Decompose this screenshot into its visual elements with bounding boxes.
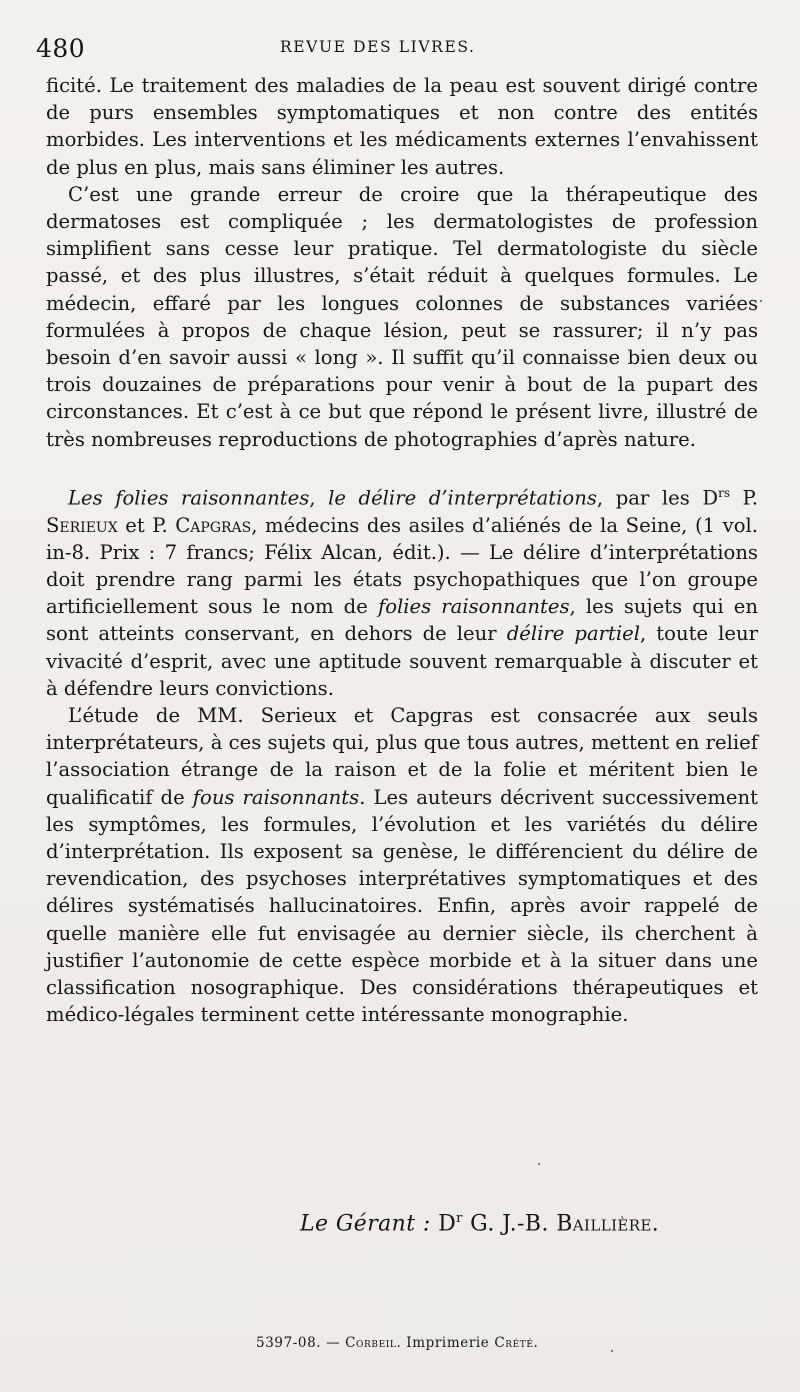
emphasis-folies: folies raisonnantes: [377, 595, 570, 619]
title-separator: ,: [309, 486, 329, 510]
doctors-abbrev: rs: [718, 485, 730, 500]
text-run: , médecins des asiles d’aliénés de la Seine, (1 vol. in-8. Prix : 7 francs; Félix Alcan, édit.). — Le délire d’interprétations doit prendre rang parmi les états psychopathiques que l’on groupe artificiellement sous le nom de: [46, 513, 758, 619]
emphasis-delire: délire partiel: [506, 622, 641, 646]
paragraph-2: C’est une grande erreur de croire que la thérapeutique des dermatoses est compliquée ; les dermatologistes de profession simplifient sans cesse leur pratique. Tel dermatologiste du siècle passé, et des plus illustres, s’était réduit à quelques formules. Le médecin, effaré par les longues colonnes de substances variées formulées à propos de chaque lésion, peut se rassurer; il n’y pas besoin d’en savoir aussi « long ». Il suffit qu’il connaisse bien deux ou trois douzaines de préparations pour venir à bout de la pupart des circonstances. Et c’est à ce but que répond le présent livre, illustré de très nombreuses reproductions de photographies d’après nature.: [46, 182, 758, 451]
paragraph-1: ficité. Le traitement des maladies de la peau est souvent dirigé contre de purs ensembles symptomatiques et non contre des entités morbides. Les interventions et les médicaments externes l’envahissent de plus en plus, mais sans éliminer les autres.: [46, 74, 758, 179]
page-number: 480: [36, 34, 86, 63]
speck-mark: [538, 1163, 540, 1165]
text-run: et P.: [117, 513, 176, 537]
text-run: L’étude de MM. Serieux et Capgras est consacrée aux seuls interprétateurs, à ces sujets qui, plus que tous autres, mettent en relief l’association étrange de la raison et de la folie et méritent bien le qualificatif de: [46, 704, 758, 809]
book-title-part2: le délire d’interprétations: [328, 486, 597, 510]
print-code: 5397-08. —: [256, 1335, 341, 1351]
paragraph-3-review: [46, 480, 758, 702]
signature-title: D: [438, 1211, 457, 1237]
printer-name: Crété.: [494, 1335, 539, 1351]
print-city: Corbeil.: [345, 1335, 402, 1351]
text-run: , par les D: [596, 486, 719, 510]
body-text: [46, 72, 758, 1028]
signature-label: Le Gérant :: [300, 1211, 431, 1237]
page-header: [36, 34, 760, 64]
author-capgras: Capgras: [175, 513, 252, 537]
signature-line: [300, 1211, 659, 1236]
author-serieux: Serieux: [46, 513, 118, 537]
text-run: , toute leur vivacité d’esprit, avec une aptitude souvent remarquable à discuter et à défendre leurs convictions.: [46, 622, 758, 700]
speck-mark: [611, 1350, 613, 1352]
text-run: . Les auteurs décrivent successivement les symptômes, les formules, l’évolution et les variétés du délire d’interprétation. Ils exposent sa genèse, le différencient du délire de revendication, des psychoses interprétatives symptomatiques et des délires systématisés hallucinatoires. Enfin, après avoir rappelé de quelle manière elle fut envisagée au dernier siècle, ils cherchent à justifier l’autonomie de cette espèce morbide et à la situer dans une classification nosographique. Des considérations thérapeutiques et médico-légales terminent cette intéressante monographie.: [46, 785, 758, 1027]
printer-footer: [256, 1335, 538, 1351]
speck-mark: [760, 300, 762, 302]
book-title-part1: Les folies raisonnantes: [68, 486, 310, 510]
paragraph-4: [46, 702, 758, 1028]
signature-name: G. J.-B. Baillière.: [470, 1211, 660, 1237]
running-head: REVUE DES LIVRES.: [280, 38, 476, 56]
text-run: , les sujets qui en sont atteints conservant, en dehors de leur: [46, 595, 758, 646]
printer-label: Imprimerie: [406, 1335, 490, 1351]
signature-title-sup: r: [456, 1211, 463, 1226]
text-run: P.: [729, 486, 758, 510]
emphasis-fous: fous raisonnants: [192, 785, 360, 809]
